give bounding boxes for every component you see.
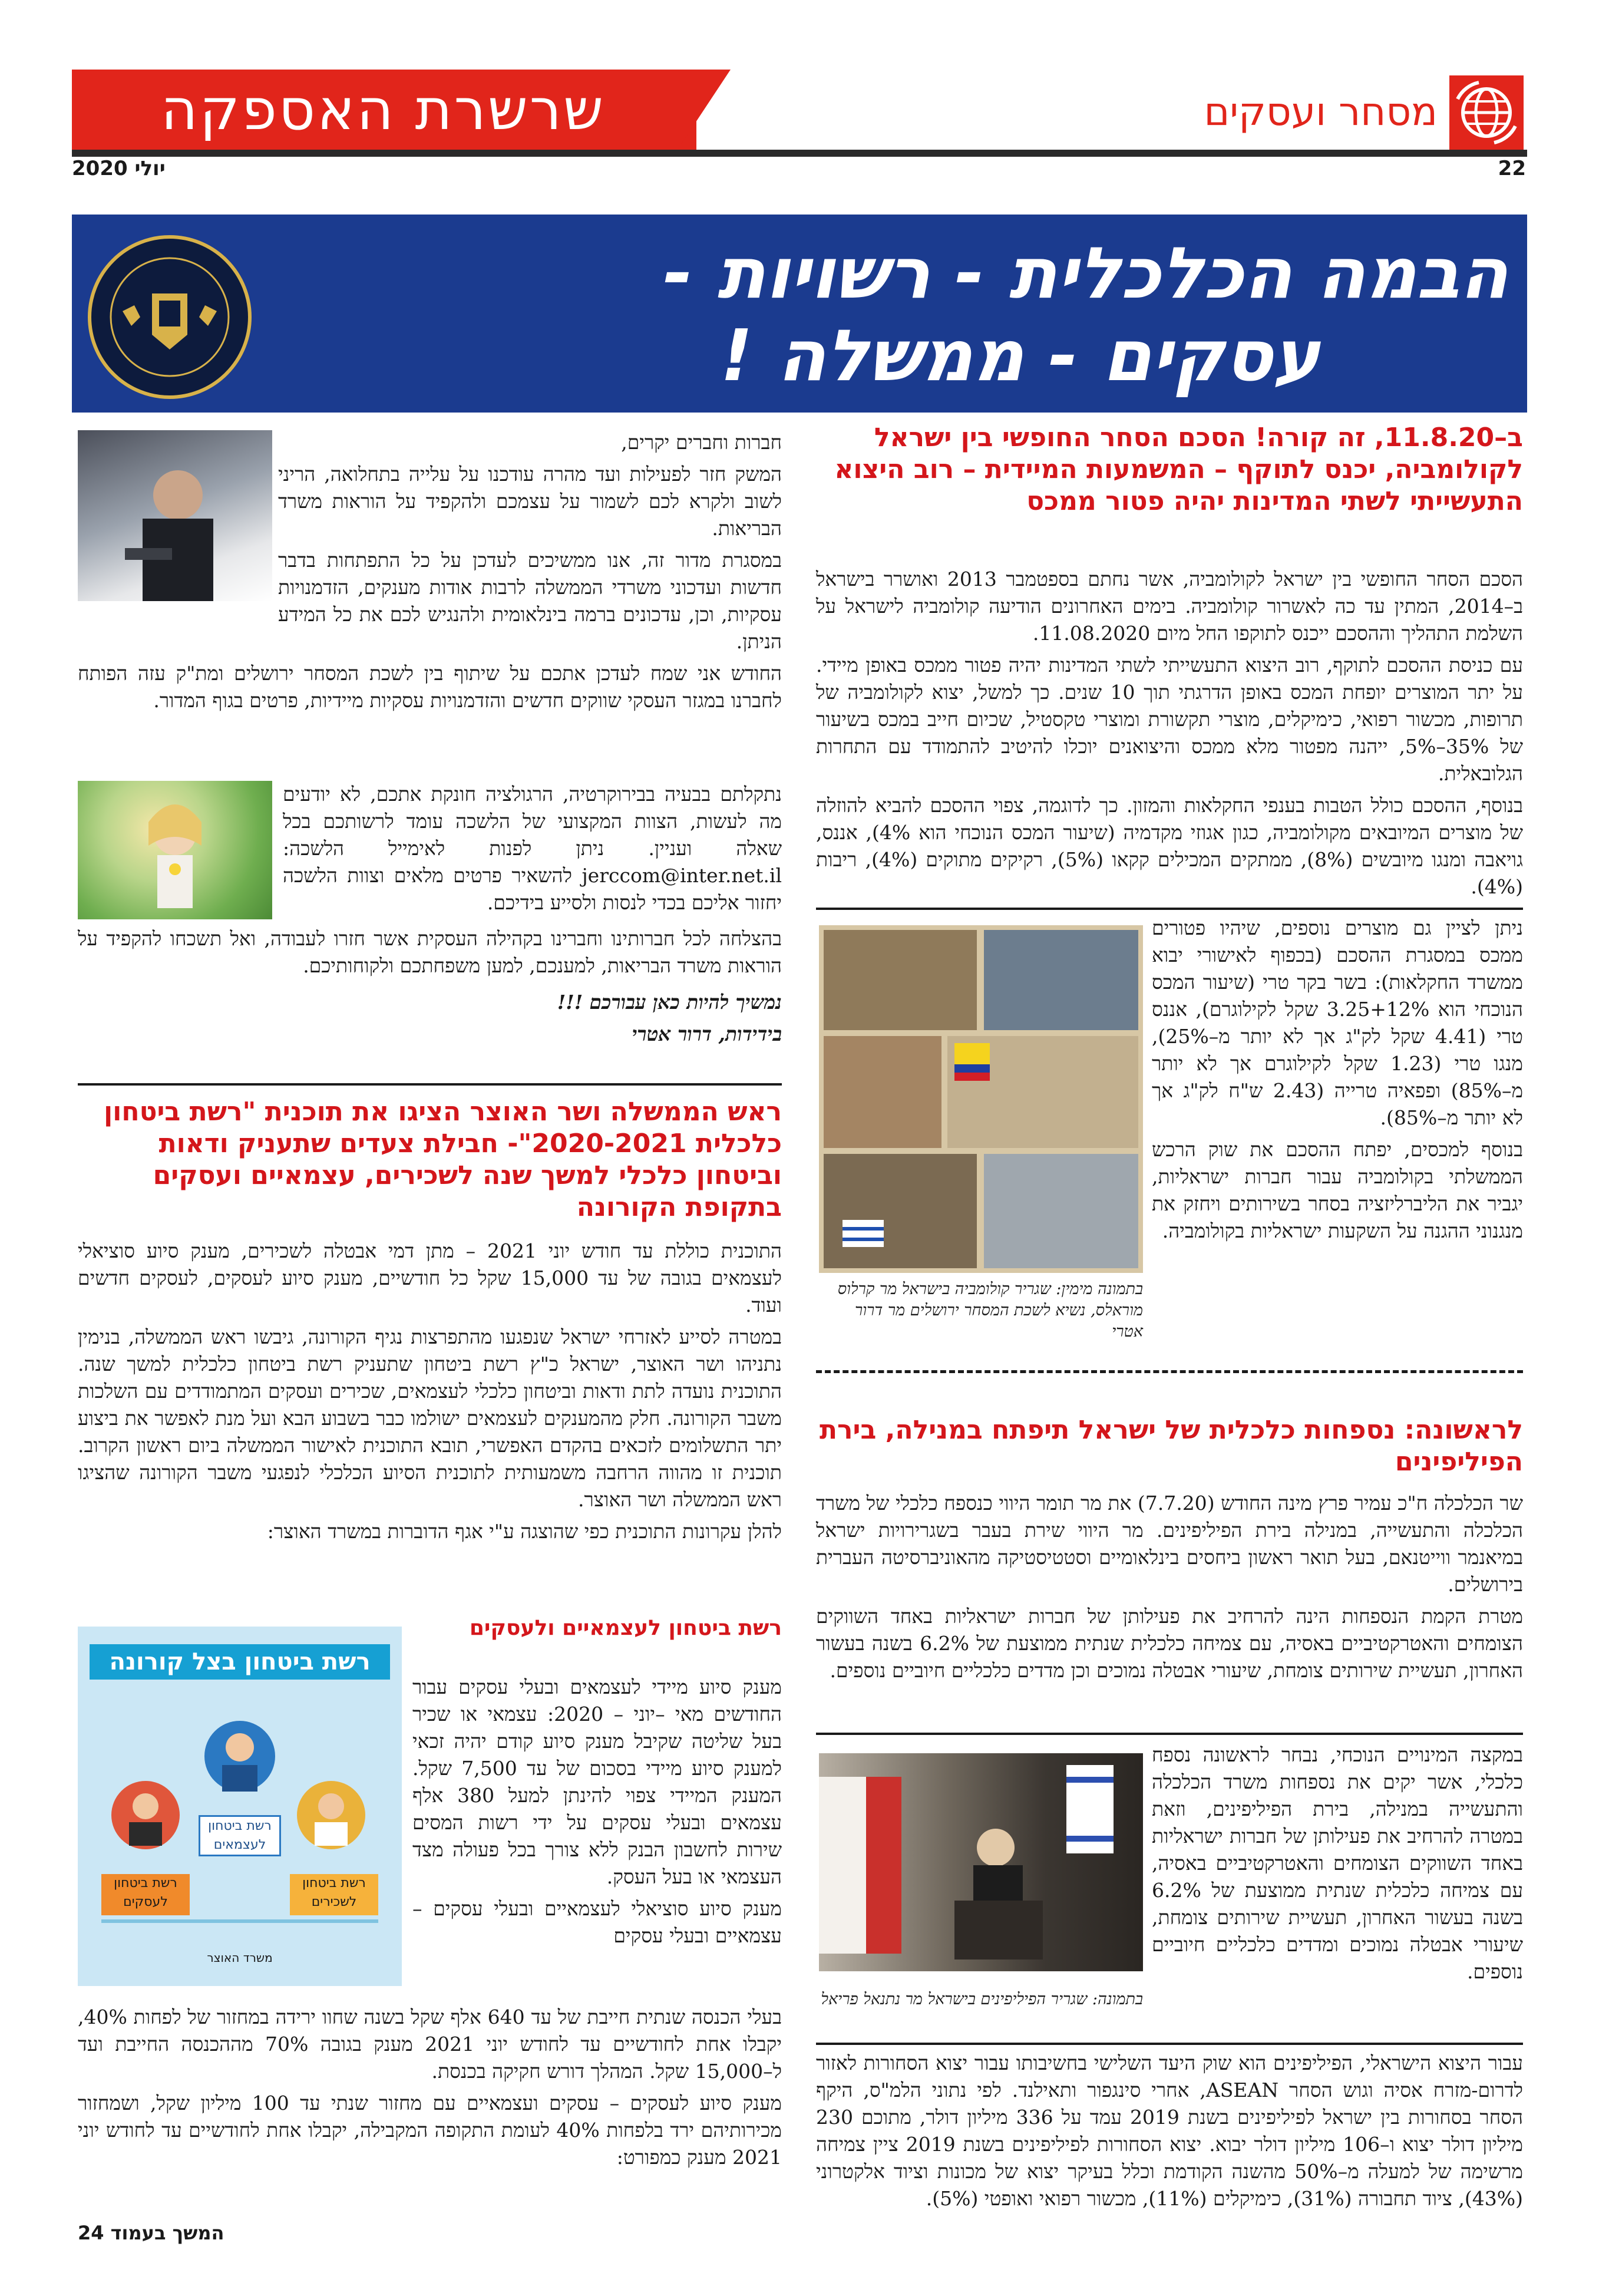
colombia-paragraph: ניתן לציין גם מוצרים נוספים, שיהיו פטורים ממכס במסגרת ההסכם (בכפוף לאישורי יבוא ממשרד החקלאות): בשר בקר טרי (שיעור המכס הנוכחי הוא 12%+3.25 שקל לקילוגרם), אננס טרי (4.41 שקל לק"ג אך לא יותר מ–25%), מנגו טרי (1.23 שקל לקילוגרם אך לא יותר מ–85%) ופפאיה טרייה (2.43 ש"ח לק"ג אך לא יותר מ–85%). xyxy=(1152,916,1523,1129)
column-divider xyxy=(816,908,1523,910)
safety-subhead: רשת ביטחון לעצמאיים ולעסקים xyxy=(469,1616,782,1640)
dashed-divider xyxy=(816,1370,1523,1374)
letter-paragraph: נתקלתם בבעיה בבירוקרטיה, הרגולציה חונקת אתכם, לא יודעים מה לעשות, הצוות המקצועי של הלשכה עומד לרשותכם בכל שאלה ועניין. ניתן לפנות לאימייל הלשכה: jerccom@inter.net.il להשאיר פרטים מלאים וצוות הלשכה יחזור אליכם בכדי לנסות ולסייע בידיכם. xyxy=(283,783,782,914)
continued-note: המשך בעמוד 24 xyxy=(78,2222,224,2244)
safety-paragraph: התוכנית כוללת עד חודש יוני 2021 – מתן דמי אבטלה לשכירים, מענק סיוע סוציאלי לעצמאים בגובה של עד 15,000 שקל כל חודשיים, מענק סיוע לעסקים, לעסקים חדשים ועוד. xyxy=(78,1239,782,1317)
column-divider xyxy=(816,1733,1523,1735)
poster-title: רשת ביטחון בצל קורונה xyxy=(90,1644,390,1680)
manila-paragraph: עבור היצוא הישראלי, הפיליפינים הוא שוק היעד השלישי בחשיבותו עבור יצוא הסחורות לאזור לדרום-מזרח אסיה וגוש הסחר ASEAN, אחרי סינגפור ותאילנד. לפי נתוני הלמ"ס, היקף הסחר בסחורות בין ישראל לפיליפינים בשנת 2019 עמד על 336 מיליון דולר, מתוכם 230 מיליון דולר יצוא ו–106 מיליון דולר יבוא. יצוא הסחורות לפיליפינים בשנת 2019 ציין צמיחה מרשימה של למעלה מ–50% מהשנה הקודמת וכלל בעיקר יצוא של מכונות וציוד אלקטרוני (43%), ציוד תחבורה (31%), כימיקלים (11%), מכשור רפואי ואופטי (5%). xyxy=(816,2051,1523,2210)
column-divider xyxy=(816,2043,1523,2045)
colombia-body xyxy=(816,566,1523,908)
poster-ministry: משרד האוצר xyxy=(207,1951,273,1965)
letter-paragraph: בהצלחה לכל חברותינו וחברינו בקהילה העסקית אשר חזרו לעבודה, ואל תשכחו להקפיד על הוראות משרד הבריאות, למענכם, למען משפחתכם ולקוחותיכם. xyxy=(78,927,782,977)
banner-title-line-1: הבמה הכלכלית - רשויות - xyxy=(663,233,1508,315)
poster-label-employees: רשת ביטחון לשכירים xyxy=(290,1874,378,1915)
manila-body xyxy=(816,1490,1523,1731)
manila-paragraph: מטרת הקמת הנספחות הינה להרחיב את פעילותן של חברות ישראליות באחד השווקים הצומחים והאטרקטיביים באסיה, עם צמיחה כלכלית שנתית ממוצעת של 6.2% בשנה בעשור האחרון, תעשיית שירותים צומחת, שיעורי אבטלה נמוכים וכן מדדים כלכליים חיוביים נוספים. xyxy=(816,1605,1523,1682)
letter-signature: בידידות, דרור אטרי xyxy=(632,1022,782,1045)
poster-label-selfemployed: רשת ביטחון לעצמאים xyxy=(199,1815,281,1856)
safety-net-poster xyxy=(78,1627,402,1986)
colombia-photo-collage xyxy=(819,925,1143,1273)
chamber-seal-logo xyxy=(87,235,252,400)
colombia-headline: ב–11.8.20, זה קורה! הסכם הסחר החופשי בין ישראל לקולומביה, יכנס לתוקף – המשמעות המיידית – רוב היצוא התעשייתי לשתי המדינות יהיה פטור ממכס xyxy=(834,423,1523,516)
colombia-paragraph: עם כניסת ההסכם לתוקף, רוב היצוא התעשייתי לשתי המדינות יהיה פטור ממכס באופן מיידי. על יתר המוצרים יופחת המכס באופן הדרגתי תוך 10 שנים. כך למשל, יצוא לקולומביה של תרופות, מכשור רפואי, כימיקלים, מוצרי תקשורת ומוצרי טקסטיל, שכיום חייב במכס בשיעור של 35%–5%, ייהנה מפטור מלא ממכס והיצואנים יוכלו להיטיב להתמודד עם התחרות הגלובאלית. xyxy=(816,654,1523,785)
photo-float-spacer xyxy=(78,429,278,606)
manila-photo-caption: בתמונה: שגריר הפיליפינים בישראל מר נתנאל פריאל xyxy=(821,1990,1143,2008)
manila-photo xyxy=(819,1753,1143,1971)
safety-paragraph: במטרה לסייע לאזרחי ישראל שנפגעו מהתפרצות נגיף הקורונה, גיבשו ראש הממשלה, בנימין נתניהו ושר האוצר, ישראל כ"ץ רשת ביטחון שתעניק רשת ביטחון כלכלית למשך שנה. התוכנית נועדה לתת ודאות וביטחון כלכלי לעצמאים, שכירים ועסקים המתמודדים עם השלכות משבר הקורונה. חלק מהמענקים לעצמאים ישולמו כבר בשבוע הבא ועל מנת לאפשר את ביצוע יתר התשלומים לזכאים בהקדם האפשרי, תובא התוכנית לאישור הממשלה ביום ראשון הקרוב. תוכנית זו מהווה הרחבה משמעותית לתוכנית הסיוע הכלכלי לנפגעי משבר הקורונה שהציגו ראש הממשלה ושר האוצר. xyxy=(78,1325,782,1511)
letter-paragraph: חברות וחברים יקרים, xyxy=(621,431,782,454)
girl-photo xyxy=(78,781,272,919)
safety-paragraph: בעלי הכנסה שנתית חייבת של עד 640 אלף שקל בשנה שחוו ירידה במחזור של לפחות 40%, יקבלו אחת לחודשיים עד לחודש יוני 2021 מענק בגובה 70% מההכנסה החייבת ועד ל–15,000 שקל. המהלך דורש חקיקה בכנסת. xyxy=(78,2005,782,2083)
safety-paragraph: להלן עקרונות התוכנית כפי שהוצגה ע"י אגף הדוברות במשרד האוצר: xyxy=(267,1520,782,1543)
manila-side-body xyxy=(1152,1741,1523,2042)
president-letter-body xyxy=(78,429,782,783)
colombia-photo-caption: בתמונה מימין: שגריר קולומביה בישראל מר קרלוס מוראלס, נשיא לשכת המסחר ירושלים מר דרור אטרי xyxy=(837,1280,1143,1341)
safety-net-headline: ראש הממשלה ושר האוצר הציגו את תוכנית "רשת ביטחון כלכלית 2020-2021"- חבילת צעדים שתעניק ודאות וביטחון כלכלי למשך שנה לשכירים, עצמאיים ועסקים בתקופת הקורונה xyxy=(104,1097,782,1222)
globe-icon xyxy=(1449,75,1524,150)
masthead-title: שרשרת האספקה xyxy=(161,77,605,143)
safety-paragraph: מענק סיוע מיידי לעצמאים ובעלי עסקים עבור החודשים מאי –יוני – 2020: עצמאי או שכיר בעל שליטה שקיבל מענק סיוע קודם יהיה זכאי למענק סיוע מיידי בסכום של עד 7,500 שקל. המענק המיידי צפוי להינתן למעל 380 אלף עצמאים ובעלי עסקים על ידי רשות המסים שירות לחשבון הבנק ללא צורך בכל פעולה מצד העצמאי או בעל העסק. xyxy=(412,1675,782,1888)
banner-title-line-2: עסקים - ממשלה ! xyxy=(720,315,1320,397)
column-divider xyxy=(78,1083,782,1086)
manila-headline: לראשונה: נספחות כלכלית של ישראל תיפתח במנילה, בירת הפיליפינים xyxy=(819,1415,1523,1477)
safety-paragraph: מענק סיוע לעסקים – עסקים ועצמאיים עם מחזור שנתי עד 100 מיליון שקל, ושמחזור מכירותיהם ירד בלפחות 40% לעומת התקופה המקבילה, יקבלו אחת לחודשיים עד לחודש יוני 2021 מענק כמפורט: xyxy=(78,2092,782,2169)
page-number: 22 xyxy=(1498,157,1526,180)
president-letter-contact xyxy=(283,781,782,919)
section-label: מסחר ועסקים xyxy=(1204,89,1438,134)
colombia-paragraph: בנוסף, ההסכם כולל הטבות בענפי החקלאות והמזון. כך לדוגמה, צפוי ההסכם להביא להוזלה של מוצרים המיובאים מקולומביה, כגון אגוזי מקדמיה (שיעור המכס הנוכחי הוא 4%), אננס, גויאבה ומנגו מיובשים (8%), ממתקים המכילים קקאו (5%), רקיקים מתוקים (4%), ריבות (4%). xyxy=(816,794,1523,898)
colombia-paragraph: בנוסף למכסים, יפתח ההסכם את שוק הרכש הממשלתי בקולומביה עבור חברות ישראליות, יגביר את הליברליזציה בסחר בשירותים ויחזק את מנגנוני ההגנה על השקעות ישראליות בקולומביה. xyxy=(1152,1138,1523,1242)
president-letter-closing xyxy=(78,925,782,1078)
issue-date: יולי 2020 xyxy=(72,157,166,180)
manila-paragraph: שר הכלכלה ח"כ עמיר פרץ מינה החודש (7.7.20) את מר תומר היווי כנספח כלכלי של משרד הכלכלה והתעשייה, במנילה בירת הפיליפינים. מר היווי שירת בעבר בשגרירויות ישראל במיאנמר ווייטנאם, בעל תואר ראשון ביחסים בינלאומיים וסטטיסטיקה מהאוניברסיטה העברית בירושלים. xyxy=(816,1492,1524,1596)
colombia-side-body xyxy=(1152,915,1523,1363)
safety-net-body xyxy=(78,1238,782,1615)
masthead-rule xyxy=(72,150,1527,157)
letter-paragraph: החודש אני שמח לעדכן אתכם על שיתוף בין לשכת המסחר ירושלים ומת"ק עזה הפותח לחברנו במגזר העסקי שווקים חדשים והזדמנויות עסקיות מיידיות, פרטים בגוף המדור. xyxy=(78,662,782,712)
manila-tail-body xyxy=(816,2050,1523,2244)
letter-paragraph: המשק חזר לפעילות ועד מהרה עודכנו על עלייה בתחלואה, הריני לשוב ולקרא לכם לשמור על עצמכם ולהקפיד על הוראות משרד הבריאות. xyxy=(278,463,782,540)
letter-paragraph: במסגרת מדור זה, אנו ממשיכים לעדכן על כל התפתחות בדבר חדשות ועדכוני משרדי הממשלה לרבות אודות מענקים, הזדמנויות עסקיות, וכן, עדכונים ברמה בינלאומית ולהנגיש לכם את כל המידע הניתן. xyxy=(278,549,782,653)
safety-side-body xyxy=(412,1674,782,2004)
manila-paragraph: במקצה המינויים הנוכחי, נבחר לראשונה נספח כלכלי, אשר יקים את נספחות משרד הכלכלה והתעשייה במנילה, בירת הפיליפינים, וזאת במטרה להרחיב את פעילותן של חברות ישראליות באחד השווקים הצומחים והאטרקטיביים באסיה, עם צמיחה כלכלית שנתית ממוצעת של 6.2% בשנה בעשור האחרון, תעשיית שירותים צומחת, שיעורי אבטלה נמוכים ומדדים כלכליים חיוביים נוספים. xyxy=(1152,1743,1523,1983)
letter-signoff: נמשיך להיות כאן עבורכם !!! xyxy=(557,991,782,1014)
poster-label-business: רשת ביטחון לעסקים xyxy=(101,1874,190,1915)
safety-tail-body xyxy=(78,2004,782,2180)
colombia-paragraph: הסכם הסחר החופשי בין ישראל לקולומביה, אשר נחתם בספטמבר 2013 ואושרר בישראל ב–2014, המתין עד כה לאשרור קולומביה. בימים האחרונים הודיעה קולומביה לישראל על השלמת התהליך וההסכם ייכנס לתוקפו החל מיום 11.08.2020. xyxy=(816,568,1523,645)
safety-paragraph: מענק סיוע סוציאלי לעצמאיים ובעלי עסקים – עצמאיים ובעלי עסקים xyxy=(412,1897,782,1947)
